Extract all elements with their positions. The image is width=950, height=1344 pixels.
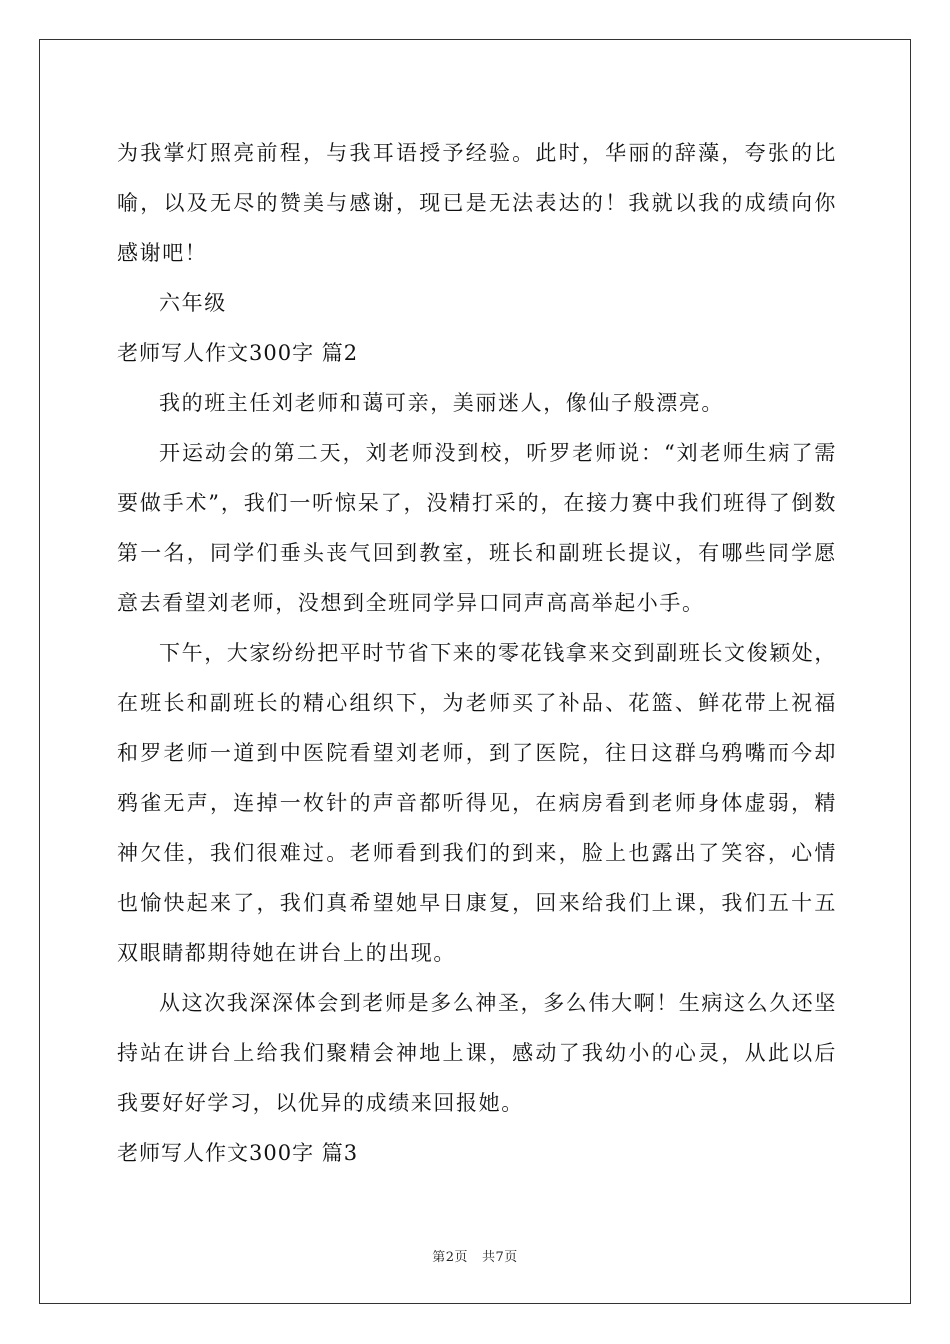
paragraph: 我的班主任刘老师和蔼可亲，美丽迷人，像仙子般漂亮。 — [159, 391, 724, 415]
section-heading-2: 老师写人作文300字 篇2 — [117, 341, 359, 365]
page-footer — [0, 1246, 950, 1265]
page-total: 共7页 — [482, 1250, 518, 1265]
section-heading-3: 老师写人作文300字 篇3 — [117, 1141, 359, 1165]
paragraph: 下午，大家纷纷把平时节省下来的零花钱拿来交到副班长文俊颖处，在班长和副班长的精心组织下，为老师买了补品、花篮、鲜花带上祝福和罗老师一道到中医院看望刘老师，到了医院，往日这群乌鸦嘴而今却鸦雀无声，连掉一枚针的声音都听得见，在病房看到老师身体虚弱，精神欠佳，我们很难过。老师看到我们的到来，脸上也露出了笑容，心情也愉快起来了，我们真希望她早日康复，回来给我们上课，我们五十五双眼睛都期待她在讲台上的出现。 — [117, 641, 837, 965]
paragraph-continued: 为我掌灯照亮前程，与我耳语授予经验。此时，华丽的辞藻，夸张的比喻，以及无尽的赞美与感谢，现已是无法表达的！我就以我的成绩向你感谢吧！ — [117, 141, 837, 265]
paragraph: 开运动会的第二天，刘老师没到校，听罗老师说：“刘老师生病了需要做手术”，我们一听惊呆了，没精打采的，在接力赛中我们班得了倒数第一名，同学们垂头丧气回到教室，班长和副班长提议，有哪些同学愿意去看望刘老师，没想到全班同学异口同声高高举起小手。 — [117, 441, 837, 615]
page-number: 第2页 — [432, 1250, 468, 1265]
signature: 六年级 — [159, 291, 227, 315]
paragraph: 从这次我深深体会到老师是多么神圣，多么伟大啊！生病这么久还坚持站在讲台上给我们聚精会神地上课，感动了我幼小的心灵，从此以后我要好好学习，以优异的成绩来回报她。 — [117, 991, 837, 1115]
document-body — [117, 128, 837, 1178]
